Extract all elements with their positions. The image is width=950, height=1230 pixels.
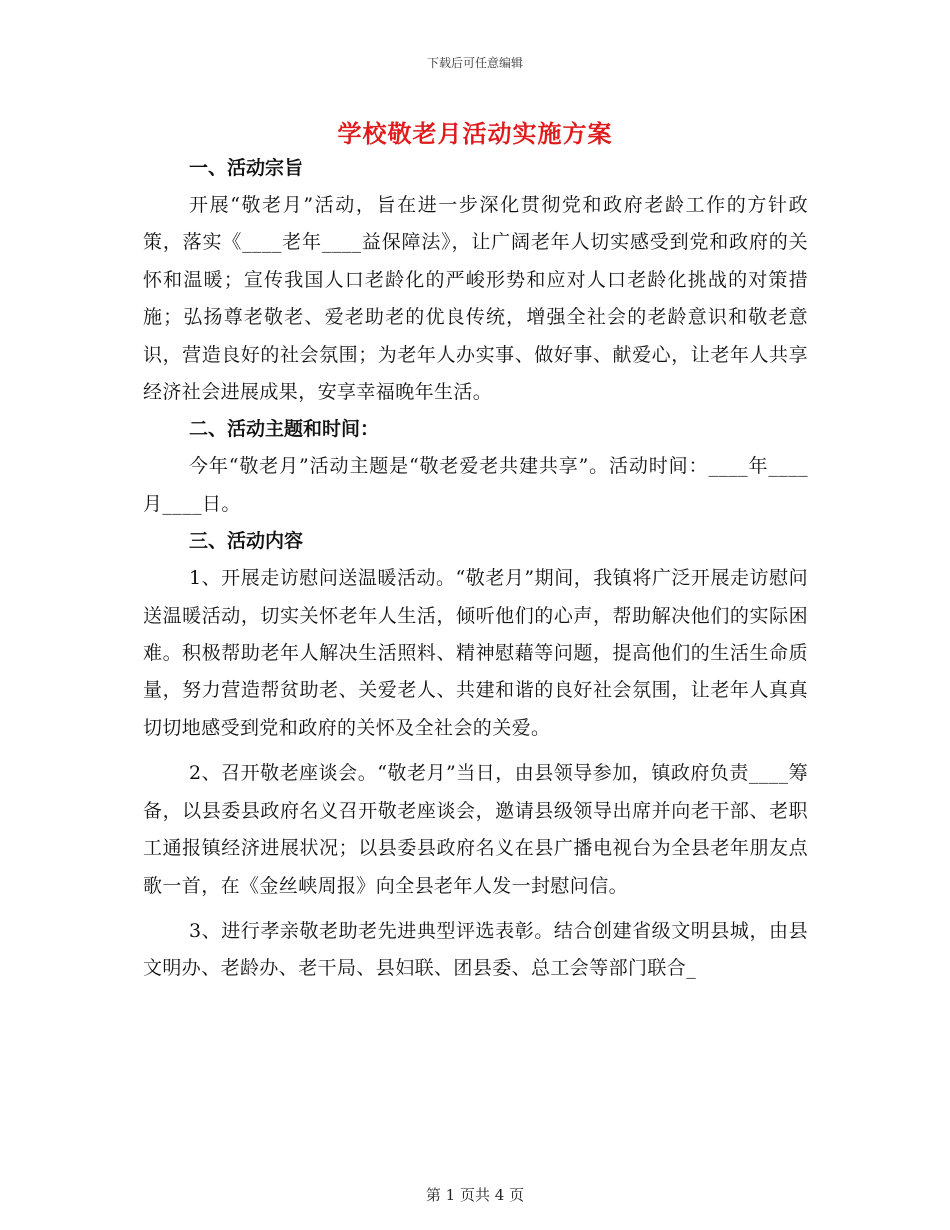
- section-heading-purpose: 一、活动宗旨: [189, 157, 304, 179]
- paragraph-gap: [143, 747, 808, 755]
- paragraph-purpose: 开展“敬老月”活动，旨在进一步深化贯彻党和政府老龄工作的方针政策，落实《____老年____益保障法》，让广阔老年人切实感受到党和政府的关怀和温暖；宣传我国人口老龄化的严峻形势和应对人口老龄化挑战的对策措施；弘扬尊老敬老、爱老助老的优良传统，增强全社会的老龄意识和敬老意识，营造良好的社会氛围；为老年人办实事、做好事、献爱心，让老年人共享经济社会进展成果，安享幸福晚年生活。: [143, 194, 808, 404]
- paragraph-theme-time: 今年“敬老月”活动主题是“敬老爱老共建共享”。活动时间：____年____月____日。: [143, 455, 808, 515]
- page-footer: 第 1 页共 4 页: [425, 1186, 525, 1204]
- header-note: 下载后可任意编辑: [426, 56, 523, 70]
- document-title: 学校敬老月活动实施方案: [337, 119, 613, 148]
- section-heading-theme-time: 二、活动主题和时间：: [189, 418, 380, 441]
- paragraph-content-2: 2、召开敬老座谈会。“敬老月”当日，由县领导参加，镇政府负责____筹备，以县委县政府名义召开敬老座谈会，邀请县级领导出席并向老干部、老职工通报镇经济进展状况；以县委县政府名义在县广播电视台为全县老年朋友点歌一首，在《金丝峡周报》向全县老年人发一封慰问信。: [143, 762, 808, 897]
- document-body: [143, 150, 808, 988]
- paragraph-content-3: 3、进行孝亲敬老助老先进典型评选表彰。结合创建省级文明县城，由县文明办、老龄办、老干局、县妇联、团县委、总工会等部门联合_: [143, 919, 808, 980]
- section-heading-content: 三、活动内容: [189, 530, 304, 553]
- paragraph-gap: [143, 905, 808, 913]
- paragraph-content-1: 1、开展走访慰问送温暖活动。“敬老月”期间，我镇将广泛开展走访慰问送温暖活动，切实关怀老年人生活，倾听他们的心声，帮助解决他们的实际困难。积极帮助老年人解决生活照料、精神慰藉等问题，提高他们的生活生命质量，努力营造帮贫助老、关爱老人、共建和谐的良好社会氛围，让老年人真真切切地感受到党和政府的关怀及全社会的关爱。: [143, 567, 808, 739]
